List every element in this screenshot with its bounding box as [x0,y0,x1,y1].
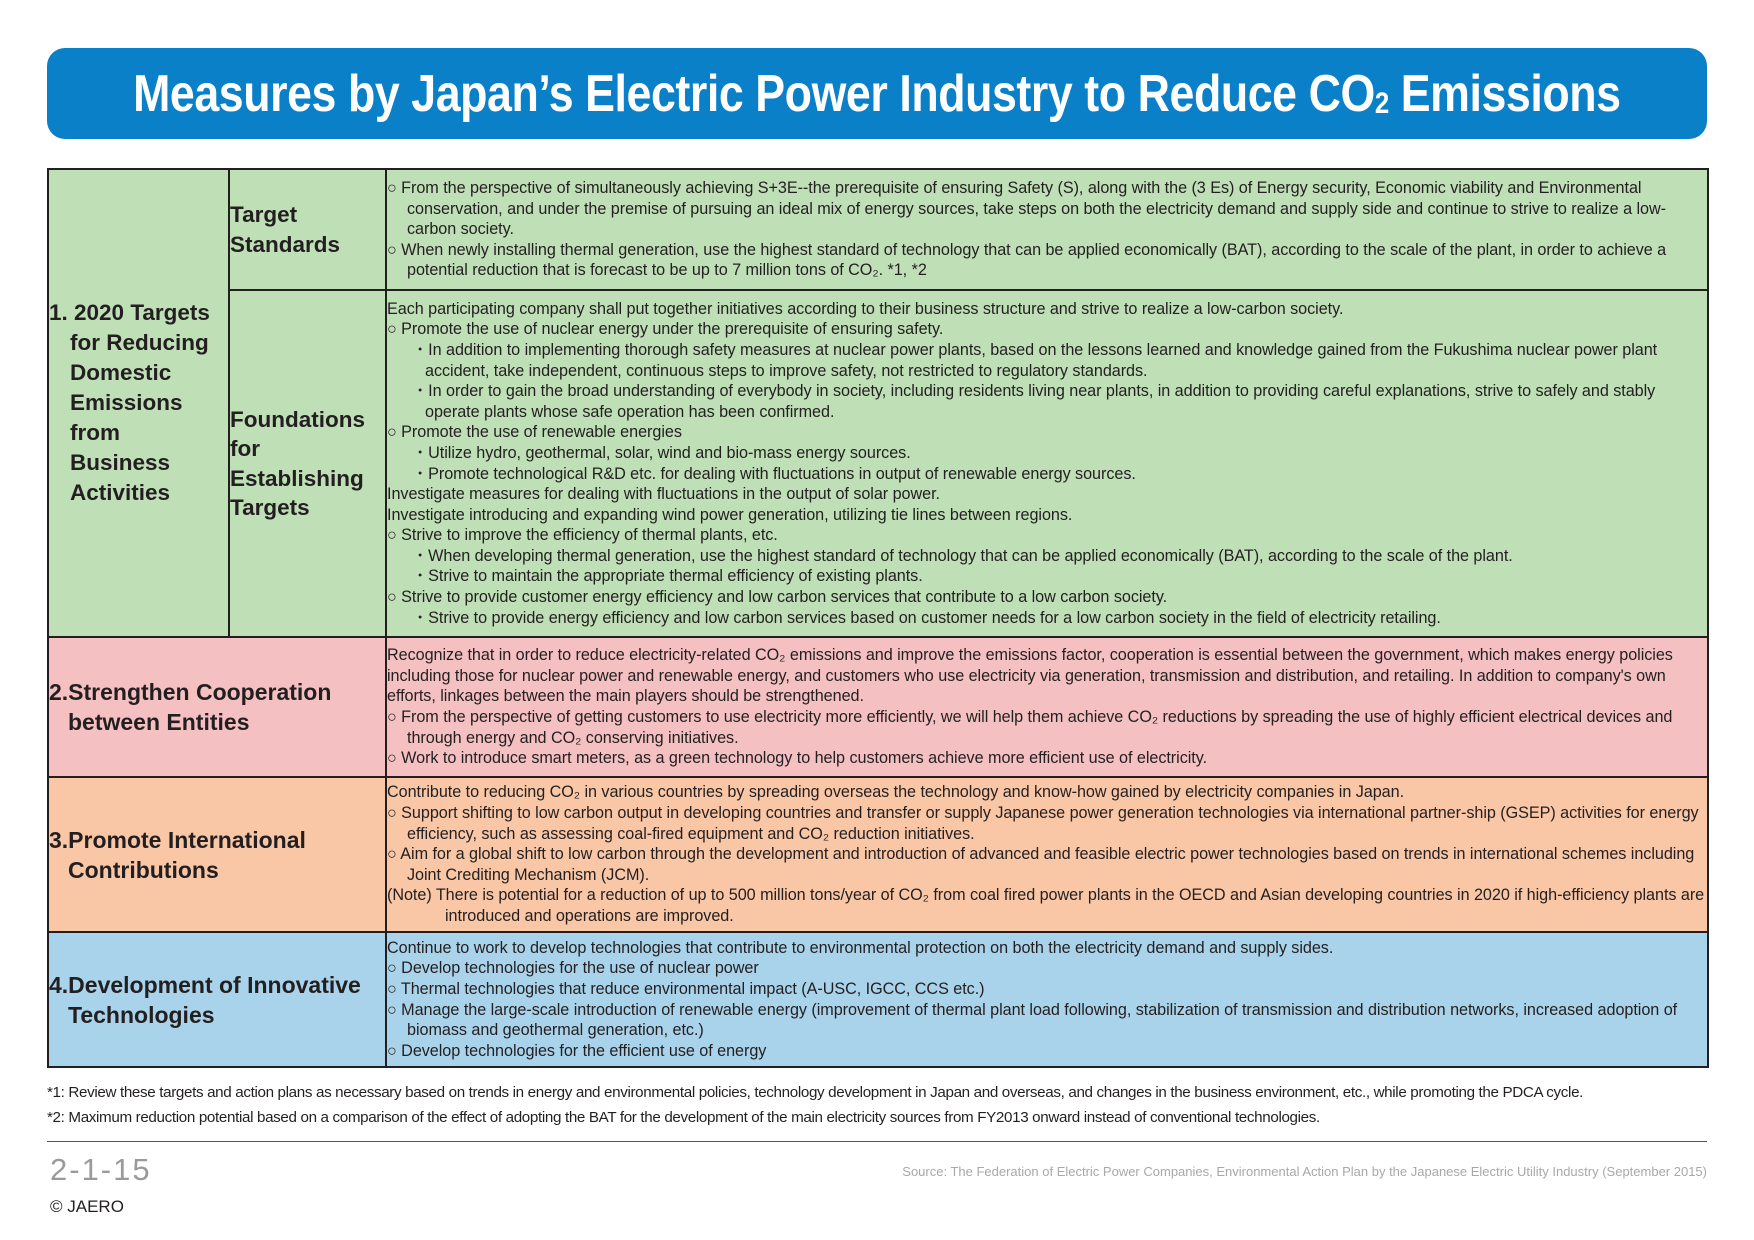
section2-text: Recognize that in order to reduce electricity-related CO₂ emissions and improve the emissions factor, cooperation is essential between the government, which makes energy policies including those for nuclear power and renewable energy, and customers who use electricity via generation, transmission and distribution, and retailing. In addition to company's own efforts, linkages between the main players should be strengthened. ○ From the perspective of getting customers to use electricity more efficiently, we will help them achieve CO₂ reductions by spreading the use of highly efficient electrical devices and through energy and CO₂ conserving initiatives. ○ Work to introduce smart meters, as a green technology to help customers achieve more efficient use of electricity. [386,637,1708,777]
target-standards-text: ○ From the perspective of simultaneously achieving S+3E--the prerequisite of ensuring Safety (S), along with the (3 Es) of Energy security, Economic viability and Environmental conservation, and under the premise of pursuing an ideal mix of energy sources, take steps on both the electricity demand and supply side and continue to strive to realize a low-carbon society. ○ When newly installing thermal generation, use the highest standard of technology that can be applied economically (BAT), according to the scale of the plant, in order to achieve a potential reduction that is forecast to be up to 7 million tons of CO₂. *1, *2 [386,169,1708,290]
foundations-label: Foundations for Establishing Targets [229,290,386,637]
section4-category: 4.Development of Innovative Technologies [48,932,386,1067]
section1-category: 1. 2020 Targets for Reducing Domestic Emissions from Business Activities [48,169,229,637]
page-title: Measures by Japan’s Electric Power Industry to Reduce $CO_2$ Emissions [133,64,1621,123]
section2-category: 2.Strengthen Cooperation between Entities [48,637,386,777]
section3-category: 3.Promote International Contributions [48,777,386,932]
row-cooperation [48,637,1708,777]
source-citation: Source: The Federation of Electric Power Companies, Environmental Action Plan by the Japanese Electric Utility Industry (September 2015) [902,1164,1707,1179]
footnote-2: *2: Maximum reduction potential based on a comparison of the effect of adopting the BAT for the development of the main electricity sources from FY2013 onward instead of conventional technologies. [47,1109,1320,1126]
measures-table [47,168,1709,1068]
row-innovative [48,932,1708,1067]
page-number: 2-1-15 [50,1152,152,1187]
title-subscript: 2 [1375,86,1389,120]
row-foundations [48,290,1708,637]
section3-text: Contribute to reducing CO₂ in various countries by spreading overseas the technology and know-how gained by electricity companies in Japan. ○ Support shifting to low carbon output in developing countries and transfer or supply Japanese power generation technologies via international partner-ship (GSEP) activities for energy efficiency, such as assessing coal-fired equipment and CO₂ reduction initiatives. ○ Aim for a global shift to low carbon through the development and introduction of advanced and feasible electric power technologies based on trends in international schemes including Joint Crediting Mechanism (JCM). (Note) There is potential for a reduction of up to 500 million tons/year of CO₂ from coal fired power plants in the OECD and Asian developing countries in 2020 if high-efficiency plants are introduced and operations are improved. [386,777,1708,932]
target-standards-label: Target Standards [229,169,386,290]
row-international [48,777,1708,932]
title-banner [47,48,1707,139]
footnotes [47,1080,1727,1130]
footer-divider [47,1141,1707,1142]
section4-text: Continue to work to develop technologies that contribute to environmental protection on both the electricity demand and supply sides. ○ Develop technologies for the use of nuclear power ○ Thermal technologies that reduce environmental impact (A-USC, IGCC, CCS etc.) ○ Manage the large-scale introduction of renewable energy (improvement of thermal plant load following, stabilization of transmission and distribution networks, increased adoption of biomass and geothermal generation, etc.) ○ Develop technologies for the efficient use of energy [386,932,1708,1067]
copyright: © JAERO [50,1197,124,1216]
row-target-standards [48,169,1708,290]
foundations-text: Each participating company shall put together initiatives according to their business structure and strive to realize a low-carbon society. ○ Promote the use of nuclear energy under the prerequisite of ensuring safety. ・In addition to implementing thorough safety measures at nuclear power plants, based on the lessons learned and knowledge gained from the Fukushima nuclear power plant accident, take independent, continuous steps to improve safety, not restricted to regulatory standards. ・In order to gain the broad understanding of everybody in society, including residents living near plants, in addition to providing careful explanations, strive to safely and stably operate plants whose safe operation has been confirmed. ○ Promote the use of renewable energies ・Utilize hydro, geothermal, solar, wind and bio-mass energy sources. ・Promote technological R&D etc. for dealing with fluctuations in output of renewable energy sources. Investigate measures for dealing with fluctuations in the output of solar power. Investigate introducing and expanding wind power generation, utilizing tie lines between regions. ○ Strive to improve the efficiency of thermal plants, etc. ・When developing thermal generation, use the highest standard of technology that can be applied economically (BAT), according to the scale of the plant. ・Strive to maintain the appropriate thermal efficiency of existing plants. ○ Strive to provide customer energy efficiency and low carbon services that contribute to a low carbon society. ・Strive to provide energy efficiency and low carbon services based on customer needs for a low carbon society in the field of electricity retailing. [386,290,1708,637]
footnote-1: *1: Review these targets and action plans as necessary based on trends in energy and environmental policies, technology development in Japan and overseas, and changes in the business environment, etc., while promoting the PDCA cycle. [47,1084,1584,1101]
